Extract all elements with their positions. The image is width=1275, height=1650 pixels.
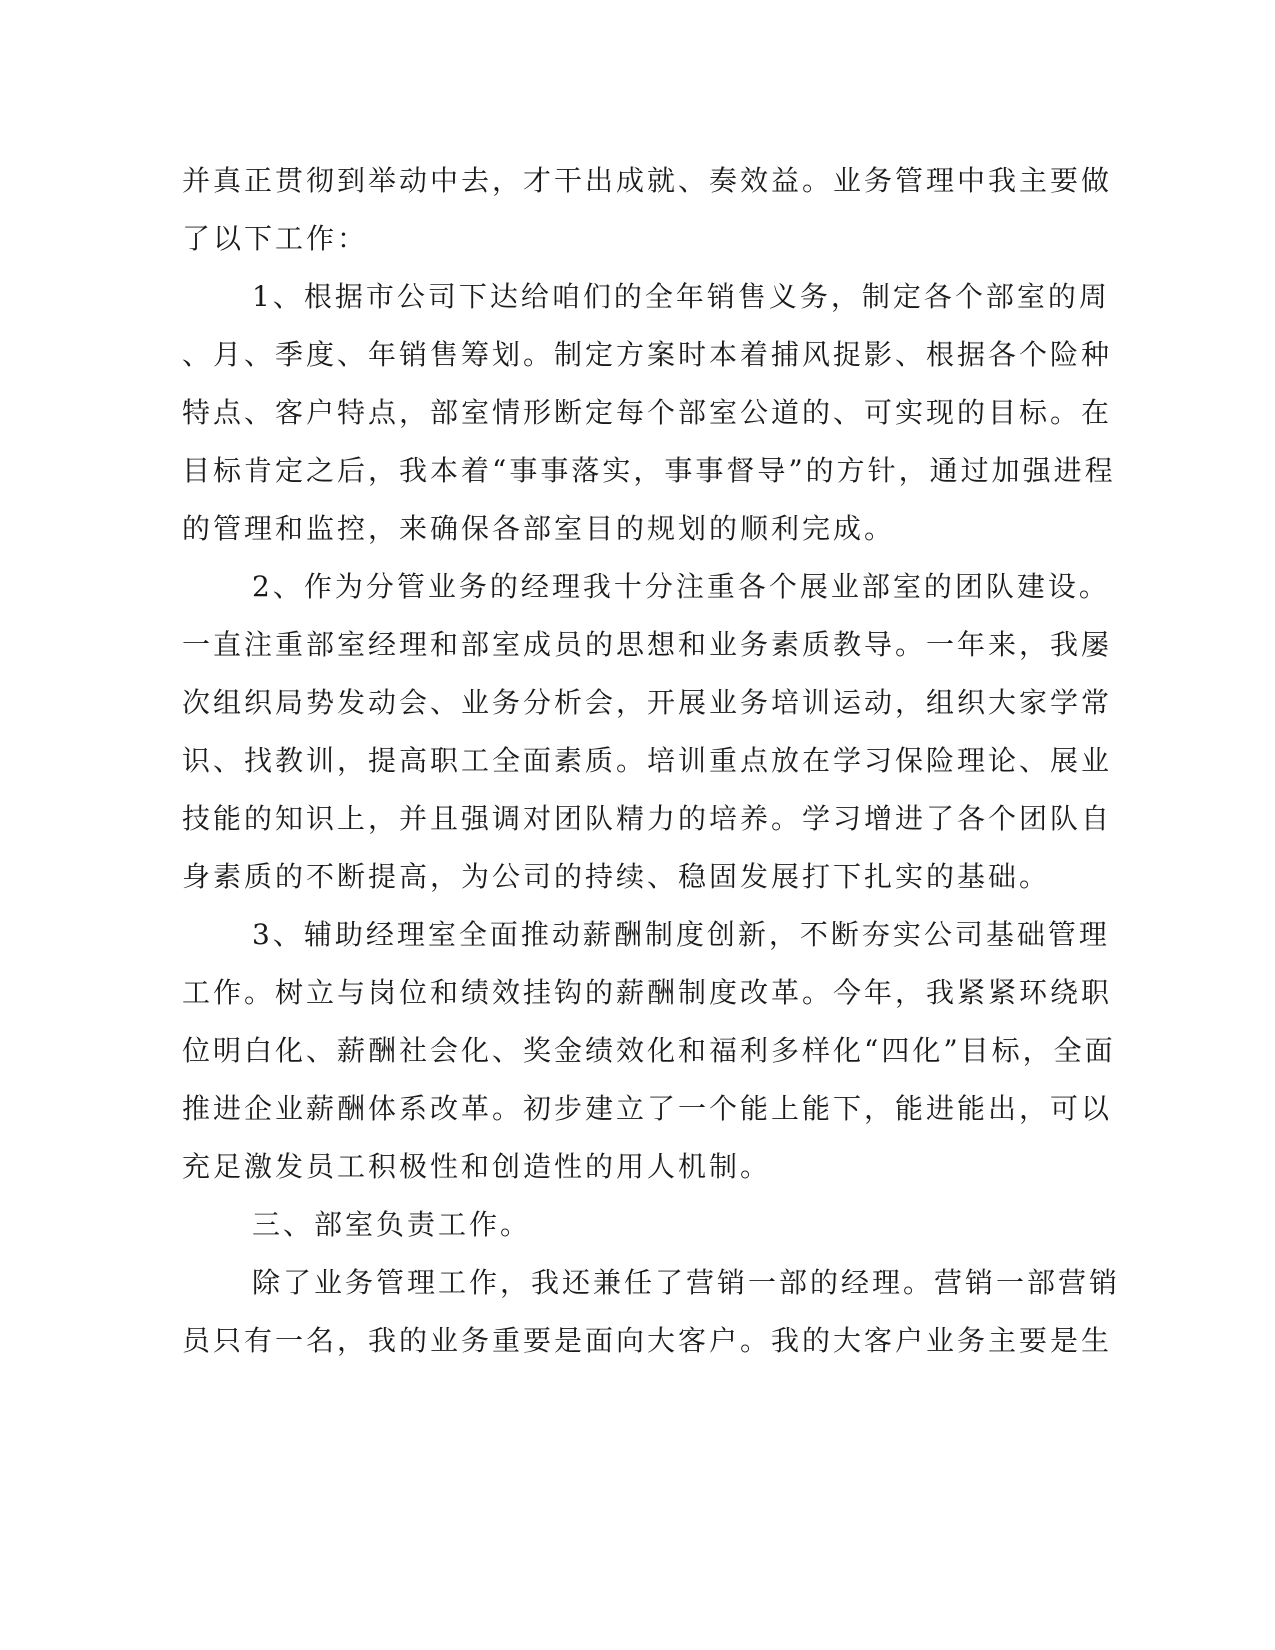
text-line: 次组织局势发动会、业务分析会，开展业务培训运动，组织大家学常	[182, 686, 1113, 719]
text-line: 技能的知识上，并且强调对团队精力的培养。学习增进了各个团队自	[182, 802, 1113, 835]
text-line: 充足激发员工积极性和创造性的用人机制。	[182, 1150, 772, 1183]
text-line: 位明白化、薪酬社会化、奖金绩效化和福利多样化“四化”目标，全面	[182, 1034, 1116, 1067]
text-line: 员只有一名，我的业务重要是面向大客户。我的大客户业务主要是生	[182, 1324, 1113, 1357]
section-heading: 三、部室负责工作。	[252, 1208, 532, 1241]
text-line: 3、辅助经理室全面推动薪酬制度创新，不断夯实公司基础管理	[252, 918, 1110, 951]
text-line: 识、找教训，提高职工全面素质。培训重点放在学习保险理论、展业	[182, 744, 1113, 777]
text-line: 推进企业薪酬体系改革。初步建立了一个能上能下，能进能出，可以	[182, 1092, 1113, 1125]
text-line: 了以下工作：	[182, 222, 369, 255]
text-line: 目标肯定之后，我本着“事事落实，事事督导”的方针，通过加强进程	[182, 454, 1116, 487]
text-line: 、月、季度、年销售筹划。制定方案时本着捕风捉影、根据各个险种	[182, 338, 1113, 371]
text-line: 除了业务管理工作，我还兼任了营销一部的经理。营销一部营销	[252, 1266, 1121, 1299]
text-line: 并真正贯彻到举动中去，才干出成就、奏效益。业务管理中我主要做	[182, 164, 1113, 197]
text-line: 2、作为分管业务的经理我十分注重各个展业部室的团队建设。	[252, 570, 1110, 603]
text-line: 身素质的不断提高，为公司的持续、稳固发展打下扎实的基础。	[182, 860, 1051, 893]
text-line: 的管理和监控，来确保各部室目的规划的顺利完成。	[182, 512, 896, 545]
text-line: 工作。树立与岗位和绩效挂钩的薪酬制度改革。今年，我紧紧环绕职	[182, 976, 1113, 1009]
text-line: 1、根据市公司下达给咱们的全年销售义务，制定各个部室的周	[252, 280, 1110, 313]
text-line: 特点、客户特点，部室情形断定每个部室公道的、可实现的目标。在	[182, 396, 1113, 429]
document-body	[182, 157, 1121, 1375]
text-line: 一直注重部室经理和部室成员的思想和业务素质教导。一年来，我屡	[182, 628, 1113, 661]
